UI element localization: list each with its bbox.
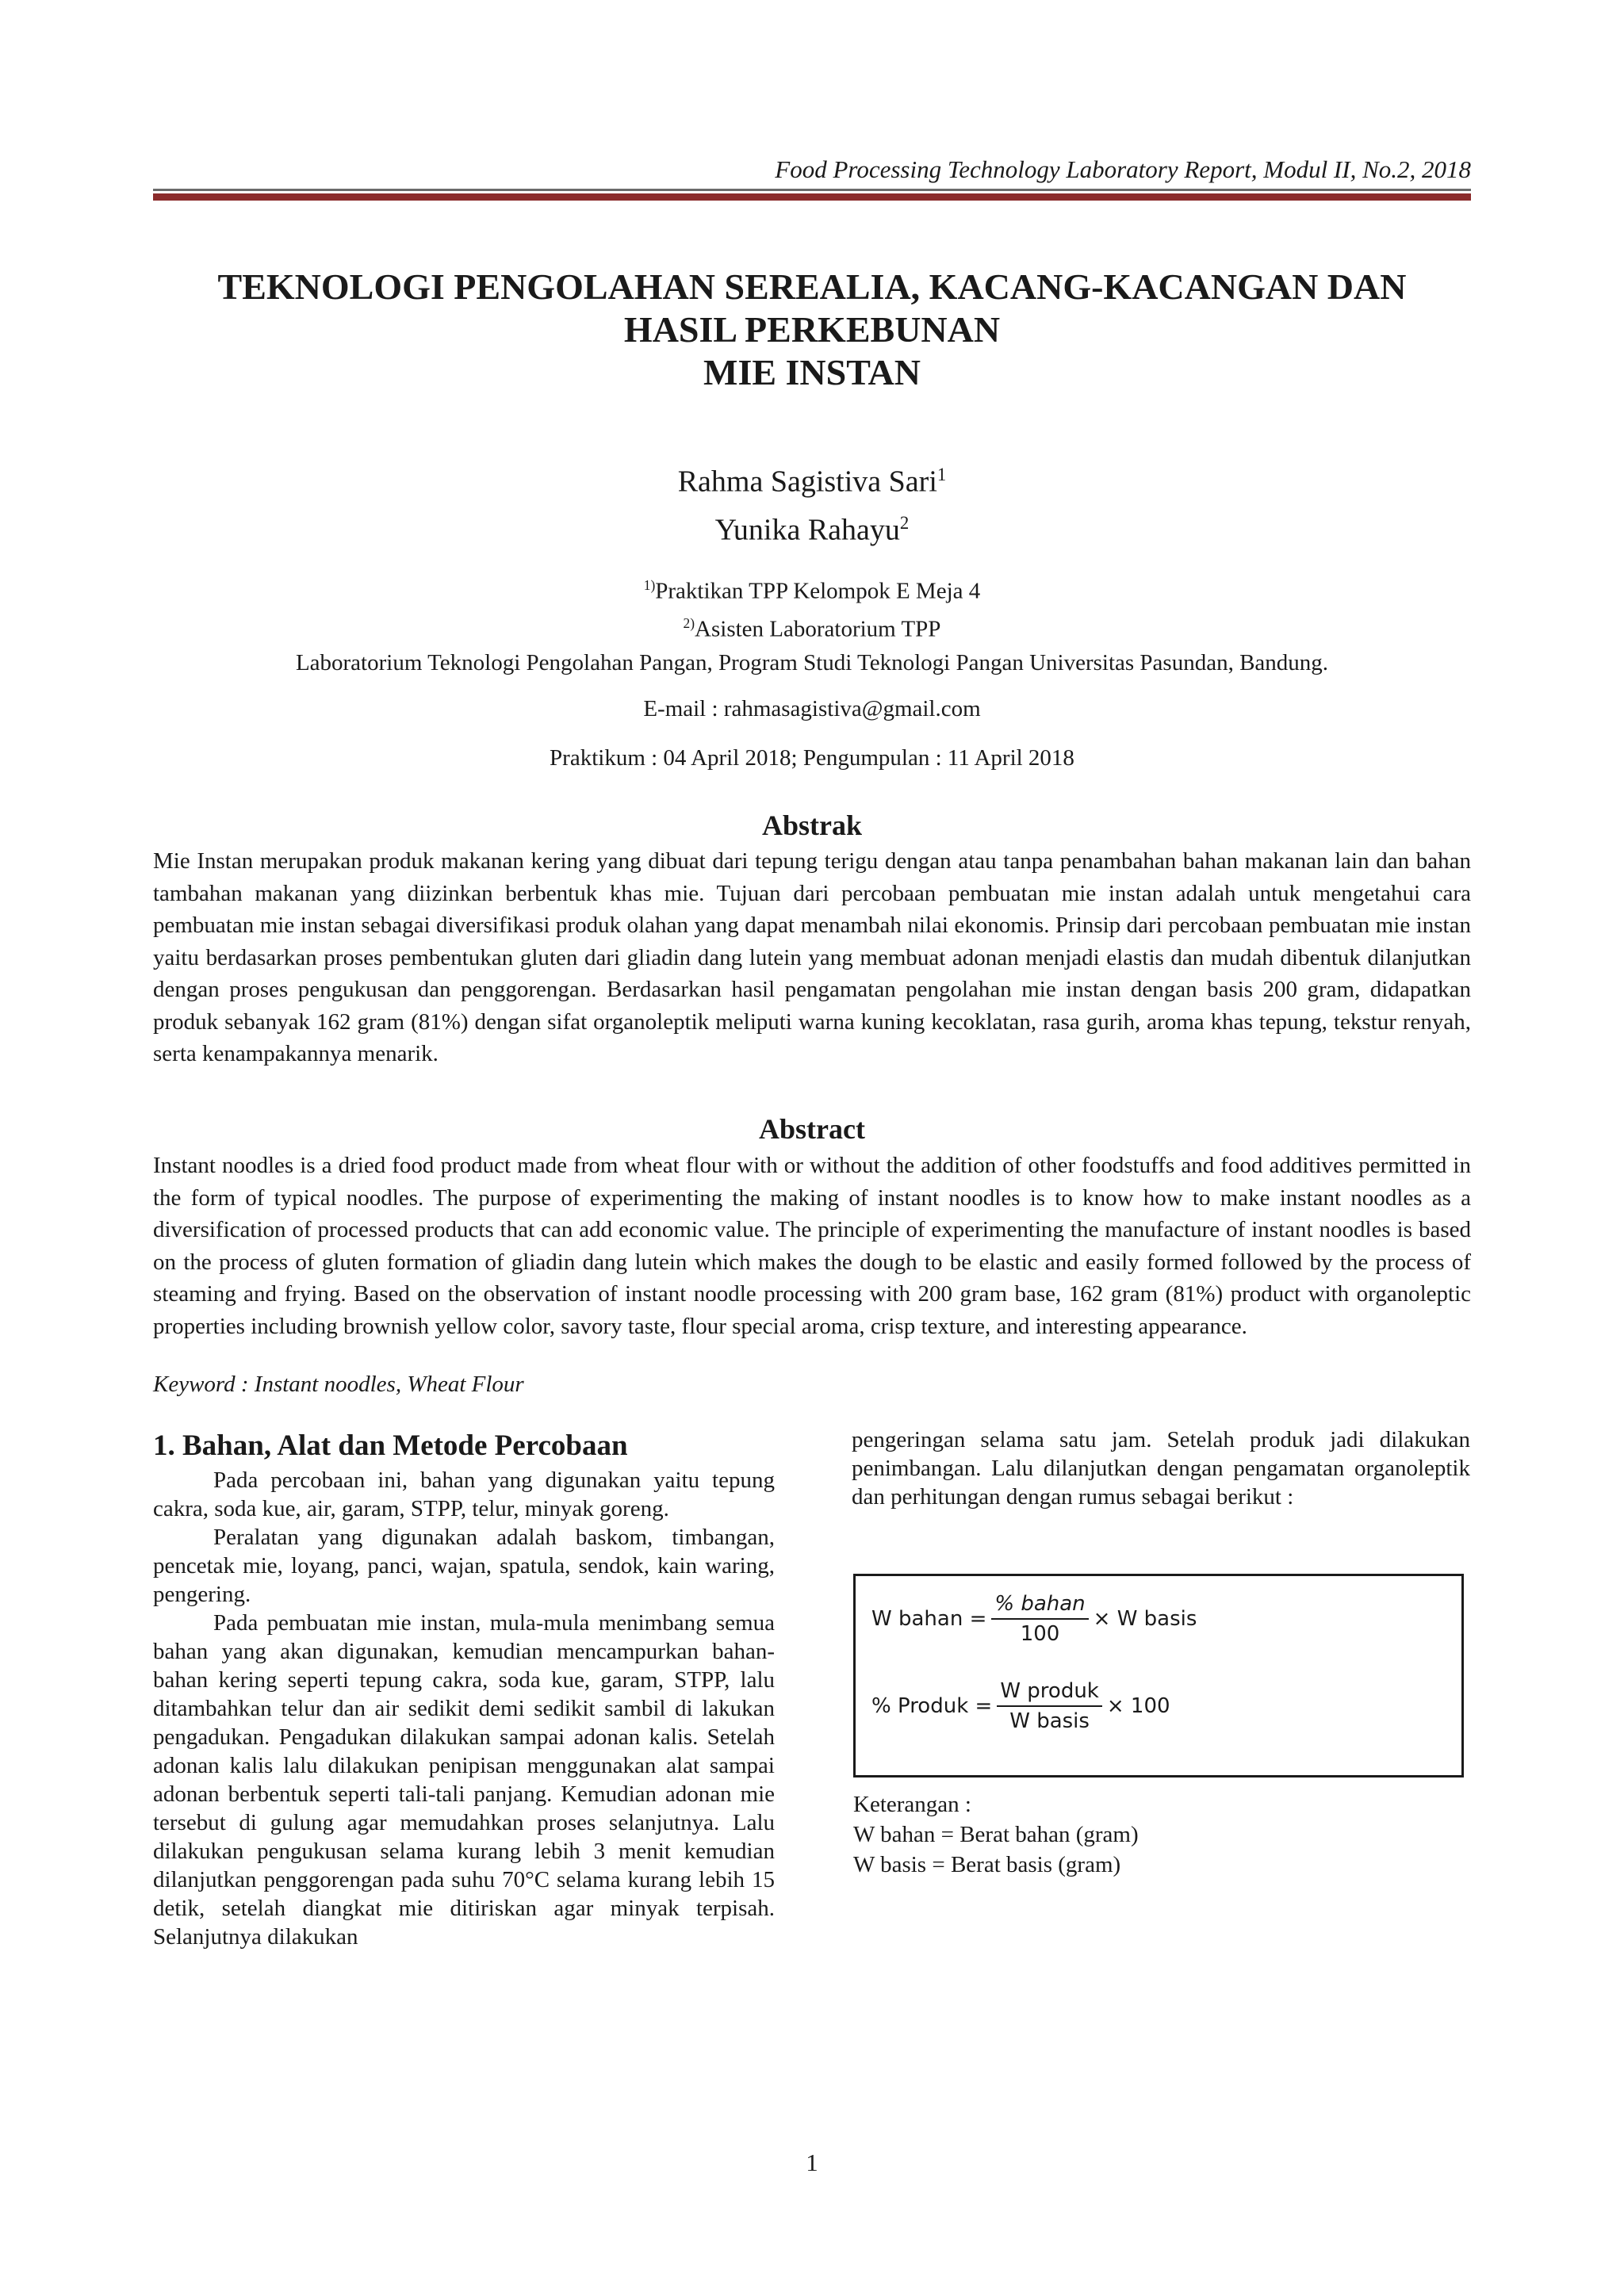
formula-box <box>853 1574 1464 1777</box>
formula-persen-produk: % Produk = $\frac{\text{W produk}}{\text{W basis}}$ × 100 <box>871 1679 1170 1733</box>
body-paragraph: pengeringan selama satu jam. Setelah produk jadi dilakukan penimbangan. Lalu dilanjutkan dengan pengamatan organoleptik dan perhitungan dengan rumus sebagai berikut : <box>852 1427 1470 1510</box>
section-heading: 1. Bahan, Alat dan Metode Percobaan <box>153 1429 628 1462</box>
abstrak-text: Mie Instan merupakan produk makanan kering yang dibuat dari tepung terigu dengan atau tanpa penambahan bahan makanan lain dan bahan tambahan makanan yang diizinkan berbentuk khas mie. Tujuan dari percobaan pembuatan mie instan adalah untuk mengetahui cara pembuatan mie instan sebagai diversifikasi produk olahan yang dapat menambah nilai ekonomis. Prinsip dari percobaan pembuatan mie instan yaitu berdasarkan proses pembentukan gluten dari gliadin dang lutein yang membuat adonan menjadi elastis dan mudah dibentuk dilanjutkan dengan proses pengukusan dan penggorengan. Berdasarkan hasil pengamatan pengolahan mie instan dengan basis 200 gram, didapatkan produk sebanyak 162 gram (81%) dengan sifat organoleptik meliputi warna kuning kecoklatan, rasa gurih, aroma khas tepung, tekstur renyah, serta kenampakannya menarik. <box>153 848 1471 1066</box>
dates-line: Praktikum : 04 April 2018; Pengumpulan : 11 April 2018 <box>550 745 1074 771</box>
author-list <box>153 454 1471 550</box>
fraction: $\frac{\text{W produk}}{\text{W basis}}$ <box>997 1679 1102 1733</box>
formula-w-bahan: W bahan = $\frac{\text{\% bahan}}{100}$ × W basis <box>871 1592 1197 1646</box>
keywords-line: Keyword : Instant noodles, Wheat Flour <box>153 1372 524 1397</box>
header-rule-thick <box>153 193 1471 201</box>
author-2: Yunika Rahayu$^2$ <box>714 512 910 547</box>
affiliation-list <box>153 569 1471 645</box>
title-line: TEKNOLOGI PENGOLAHAN SEREALIA, KACANG-KACANGAN DAN <box>217 266 1407 307</box>
left-column <box>153 1466 775 1951</box>
body-paragraph: Pada percobaan ini, bahan yang digunakan yaitu tepung cakra, soda kue, air, garam, STPP, telur, minyak goreng. <box>153 1468 775 1521</box>
body-paragraph: Pada pembuatan mie instan, mula-mula menimbang semua bahan yang akan digunakan, kemudian mencampurkan bahan-bahan kering seperti tepung cakra, soda kue, garam, STPP, lalu ditambahkan telur dan air sedikit demi sedikit sambil di lakukan pengadukan. Pengadukan dilakukan sampai adonan kalis. Setelah adonan kalis lalu dilakukan penipisan menggunakan alat sampai adonan berbentuk seperti tali-tali panjang. Kemudian adonan mie tersebut di gulung agar memudahkan proses selanjutnya. Lalu dilakukan pengukusan selama kurang lebih 3 menit kemudian dilanjutkan penggorengan pada suhu 70°C selama kurang lebih 15 detik, setelah diangkat mie ditiriskan agar minyak terpisah. Selanjutnya dilakukan <box>153 1610 775 1950</box>
keterangan <box>853 1789 1139 1880</box>
author-1: Rahma Sagistiva Sari$^1$ <box>677 465 947 499</box>
abstract-heading: Abstract <box>759 1113 865 1145</box>
keterangan-item: W basis = Berat basis (gram) <box>853 1852 1121 1877</box>
right-column <box>852 1425 1470 1511</box>
abstrak-heading: Abstrak <box>761 809 863 841</box>
paper-title <box>153 266 1471 394</box>
running-header: Food Processing Technology Laboratory Report, Modul II, No.2, 2018 <box>775 155 1471 183</box>
email-line: E-mail : rahmasagistiva@gmail.com <box>643 696 981 721</box>
header-rule-thin <box>153 189 1471 191</box>
title-line: MIE INSTAN <box>703 352 921 392</box>
fraction: $\frac{\text{\% bahan}}{100}$ <box>991 1592 1088 1646</box>
keterangan-item: W bahan = Berat bahan (gram) <box>853 1822 1139 1847</box>
laboratory-line: Laboratorium Teknologi Pengolahan Pangan, Program Studi Teknologi Pangan Universitas Pasundan, Bandung. <box>295 650 1329 675</box>
body-paragraph: Peralatan yang digunakan adalah baskom, timbangan, pencetak mie, loyang, panci, wajan, spatula, sendok, kain waring, pengering. <box>153 1525 775 1607</box>
affiliation-2: $^{2)}$Asisten Laboratorium TPP <box>683 614 941 642</box>
keterangan-label: Keterangan : <box>853 1792 971 1817</box>
title-line: HASIL PERKEBUNAN <box>623 309 1001 350</box>
affiliation-1: $^{1)}$Praktikan TPP Kelompok E Meja 4 <box>643 577 981 604</box>
abstract-text: Instant noodles is a dried food product made from wheat flour with or without the addition of other foodstuffs and food additives permitted in the form of typical noodles. The purpose of experimenting the making of instant noodles is to know how to make instant noodles as a diversification of processed products that can add economic value. The principle of experimenting the manufacture of instant noodles is based on the process of gluten formation of gliadin dang lutein which makes the dough to be elastic and easily formed followed by the process of steaming and frying. Based on the observation of instant noodle processing with 200 gram base, 162 gram (81%) product with organoleptic properties including brownish yellow color, savory taste, flour special aroma, crisp texture, and interesting appearance. <box>153 1153 1471 1339</box>
page-number: 1 <box>806 2149 818 2176</box>
